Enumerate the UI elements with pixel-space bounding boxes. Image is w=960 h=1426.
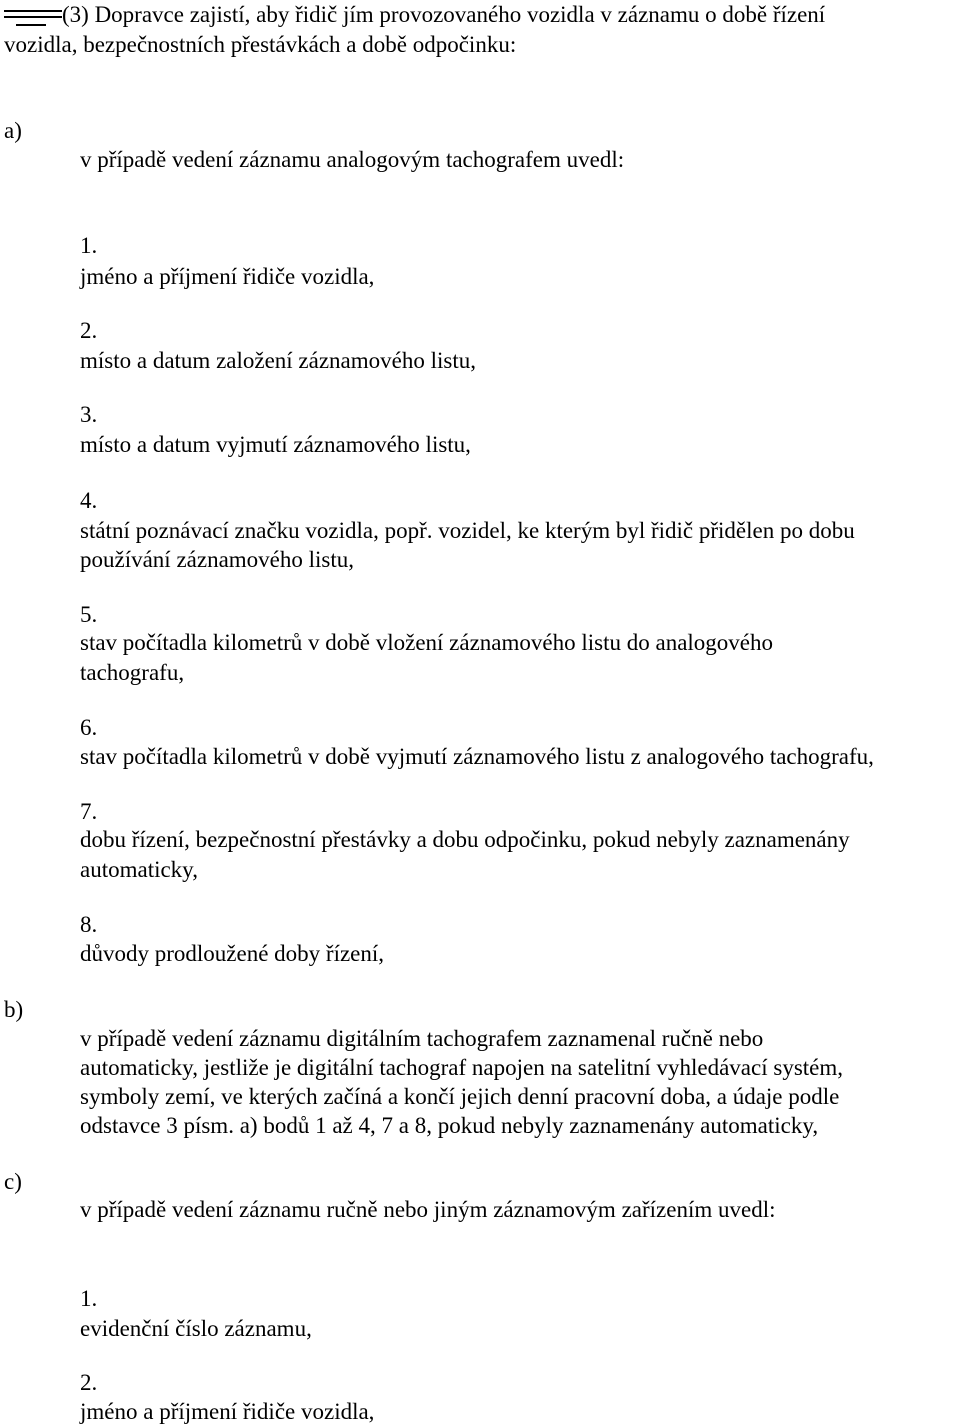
- item-number: 1.: [80, 1286, 98, 1311]
- revision-rule: [4, 10, 62, 12]
- item-text: stav počítadla kilometrů v době vložení záznamového listu do analogového: [80, 630, 773, 655]
- section-c-marker: c): [4, 1169, 22, 1194]
- section-b-text: symboly zemí, ve kterých začíná a končí jejich denní pracovní doba, a údaje podle: [80, 1084, 840, 1109]
- section-a-marker: a): [4, 118, 22, 143]
- item-text: evidenční číslo záznamu,: [80, 1316, 312, 1341]
- item-text: místo a datum vyjmutí záznamového listu,: [80, 432, 471, 457]
- revision-marks: [4, 10, 62, 24]
- item-number: 5.: [80, 602, 98, 627]
- item-text: dobu řízení, bezpečnostní přestávky a dobu odpočinku, pokud nebyly zaznamenány: [80, 827, 850, 852]
- item-text: stav počítadla kilometrů v době vyjmutí záznamového listu z analogového tachografu,: [80, 744, 874, 769]
- item-number: 8.: [80, 912, 98, 937]
- section-c-text: v případě vedení záznamu ručně nebo jiným záznamovým zařízením uvedl:: [80, 1197, 776, 1222]
- item-text: důvody prodloužené doby řízení,: [80, 941, 385, 966]
- item-number: 1.: [80, 233, 98, 258]
- revision-rule: [16, 24, 46, 26]
- item-number: 2.: [80, 318, 98, 343]
- item-number: 2.: [80, 1370, 98, 1395]
- section-b-marker: b): [4, 997, 24, 1022]
- item-text: jméno a příjmení řidiče vozidla,: [80, 264, 375, 289]
- item-text: automaticky,: [80, 857, 198, 882]
- section-b-text: v případě vedení záznamu digitálním tachografem zaznamenal ručně nebo: [80, 1026, 764, 1051]
- heading-line-1: (3) Dopravce zajistí, aby řidič jím provozovaného vozidla v záznamu o době řízení: [62, 2, 826, 27]
- item-text: jméno a příjmení řidiče vozidla,: [80, 1399, 375, 1424]
- item-number: 4.: [80, 488, 98, 513]
- section-b-text: automaticky, jestliže je digitální tachograf napojen na satelitní vyhledávací systém,: [80, 1055, 844, 1080]
- item-text: státní poznávací značku vozidla, popř. vozidel, ke kterým byl řidič přidělen po dobu: [80, 518, 855, 543]
- item-number: 3.: [80, 402, 98, 427]
- heading-line-2: vozidla, bezpečnostních přestávkách a době odpočinku:: [4, 32, 517, 57]
- item-number: 7.: [80, 799, 98, 824]
- item-text: místo a datum založení záznamového listu,: [80, 348, 476, 373]
- section-a-text: v případě vedení záznamu analogovým tachografem uvedl:: [80, 147, 625, 172]
- item-text: používání záznamového listu,: [80, 547, 355, 572]
- item-text: tachografu,: [80, 660, 185, 685]
- section-b-text: odstavce 3 písm. a) bodů 1 až 4, 7 a 8, pokud nebyly zaznamenány automaticky,: [80, 1113, 819, 1138]
- revision-rule: [4, 16, 62, 18]
- item-number: 6.: [80, 715, 98, 740]
